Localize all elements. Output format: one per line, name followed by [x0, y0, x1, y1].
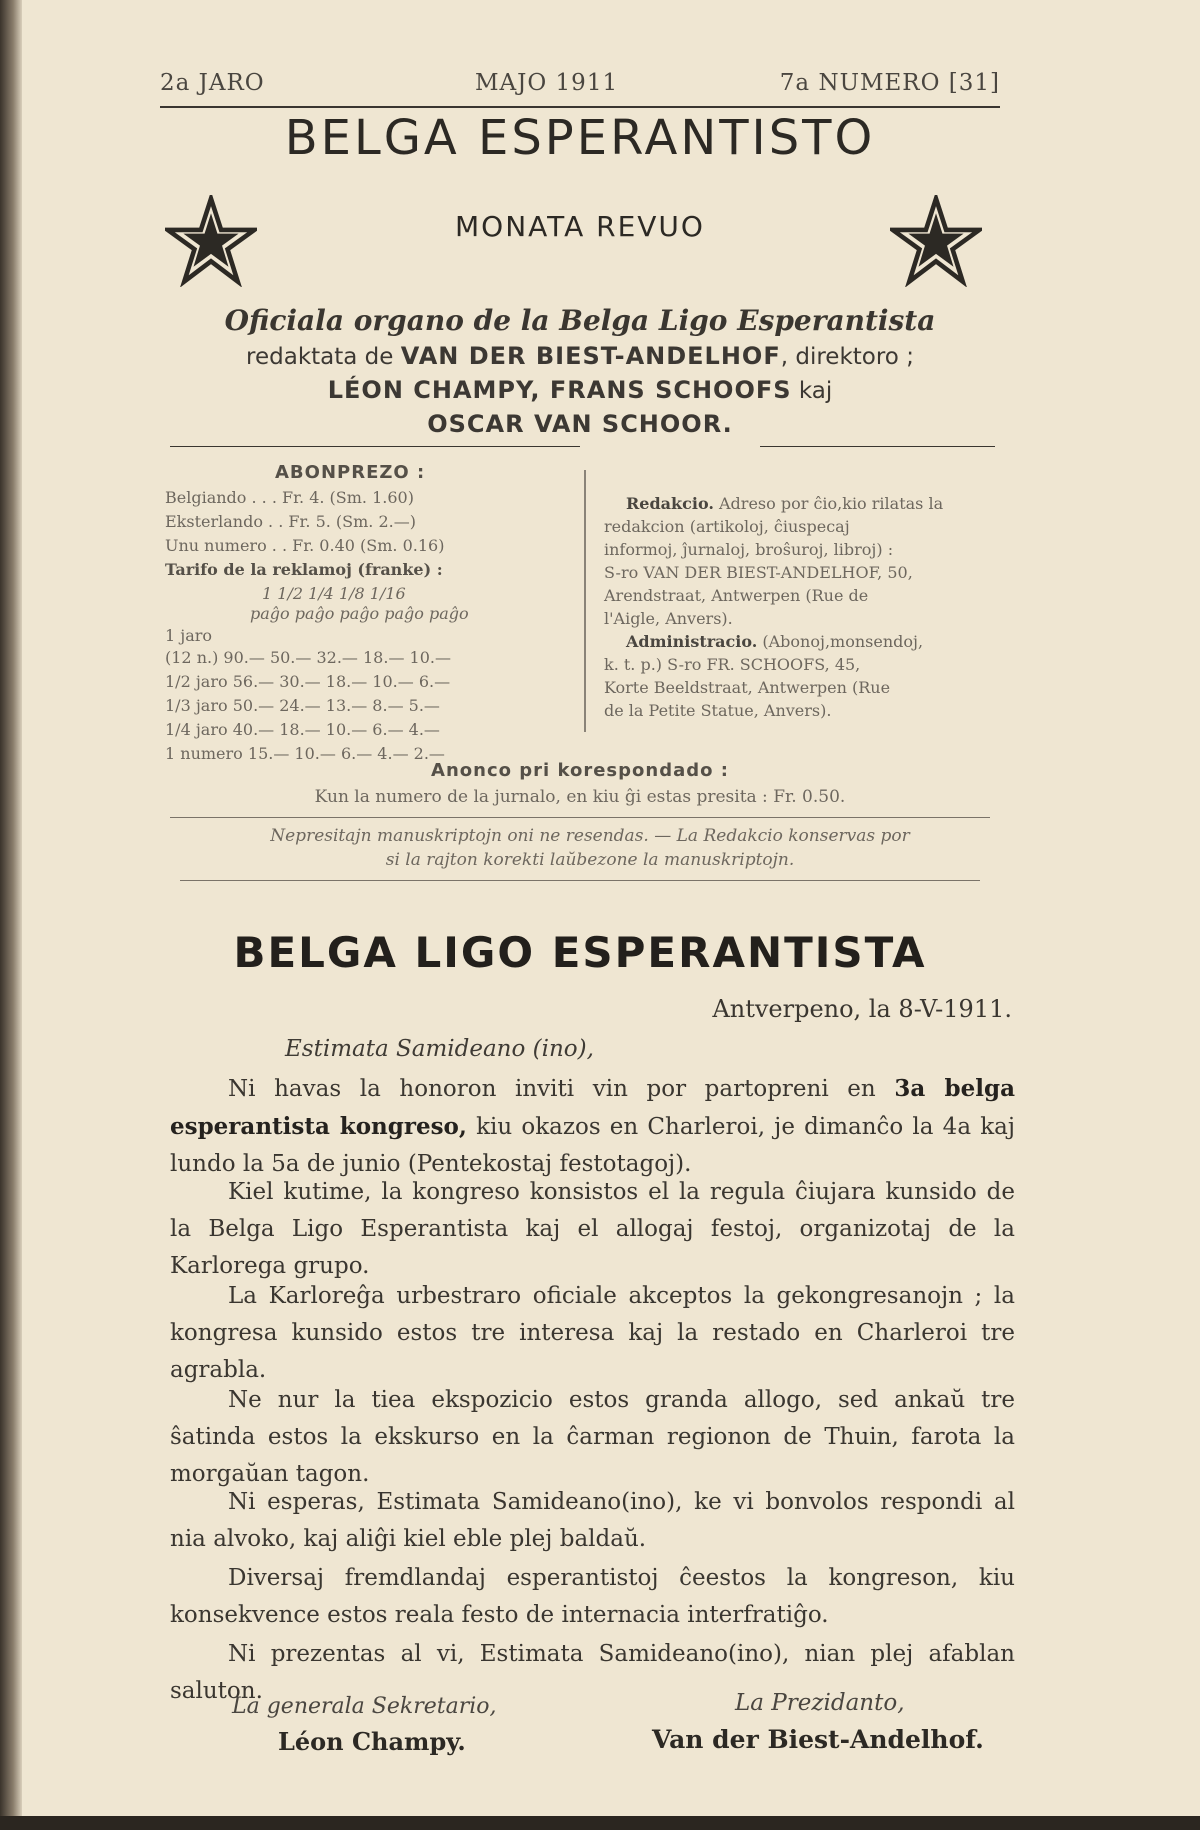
tariff-row: 1/4 jaro 40.— 18.— 10.— 6.— 4.— — [165, 720, 440, 739]
editors-line-3: OSCAR VAN SCHOOR. — [427, 410, 733, 438]
issue-header — [160, 70, 1000, 104]
paragraph: Kiel kutime, la kongreso konsistos el la regula ĉiujara kunsido de la Belga Ligo Esperantista kaj el allogaj festoj, organizotaj de la Karlorega grupo. — [170, 1179, 1015, 1279]
tariff-row: 1/2 jaro 56.— 30.— 18.— 10.— 6.— — [165, 672, 451, 691]
paragraph: La Karloreĝa urbestraro oficiale akceptos la gekongresanojn ; la kongresa kunsido estos tre interesa kaj la restado en Charleroi tre agrabla. — [170, 1283, 1015, 1383]
redakcio-line: Redakcio. Adreso por ĉio,kio rilatas la — [626, 494, 944, 513]
journal-subtitle: MONATA REVUO — [455, 210, 705, 243]
paragraph: Ni esperas, Estimata Samideano(ino), ke vi bonvolos respondi al nia alvoko, kaj aliĝi kiel eble plej baldaŭ. — [170, 1489, 1015, 1552]
star-icon — [165, 195, 257, 287]
divider — [180, 880, 980, 881]
tariff-columns-unit: paĝo paĝo paĝo paĝo paĝo — [250, 604, 469, 623]
paragraph: Diversaj fremdlandaj esperantistoj ĉeestos la kongreson, kiu konsekvence estos reala festo de internacia interfratiĝo. — [170, 1565, 1015, 1628]
issue-month: MAJO 1911 — [475, 70, 619, 96]
issue-number: 7a NUMERO [31] — [779, 70, 1000, 96]
editors-line-1: redaktata de VAN DER BIEST-ANDELHOF, direktoro ; — [246, 342, 914, 370]
subscription-row: Eksterlando . . Fr. 5. (Sm. 2.—) — [165, 512, 416, 531]
issue-year: 2a JARO — [160, 70, 265, 96]
president-title: La Prezidanto, — [735, 1690, 905, 1716]
redakcio-line: redakcion (artikoloj, ĉiuspecaj — [604, 517, 850, 536]
director-name: VAN DER BIEST-ANDELHOF — [400, 342, 781, 370]
redakcio-line: Arendstraat, Antwerpen (Rue de — [604, 586, 869, 605]
manuscript-note: si la rajton korekti laŭbezone la manuskriptojn. — [385, 850, 795, 870]
header-rule — [160, 106, 1000, 108]
redakcio-line: informoj, ĵurnaloj, broŝuroj, libroj) : — [604, 540, 894, 559]
tariff-row: 1 numero 15.— 10.— 6.— 4.— 2.— — [165, 744, 445, 763]
admin-line: k. t. p.) S-ro FR. SCHOOFS, 45, — [604, 655, 861, 674]
secretary-title: La generala Sekretario, — [232, 1694, 497, 1719]
paragraph: Ne nur la tiea ekspozicio estos granda allogo, sed ankaŭ tre ŝatinda estos la ekskurso en la ĉarman regionon de Thuin, farota la morgaŭan tagon. — [170, 1387, 1015, 1487]
tariff-row: 1/3 jaro 50.— 24.— 13.— 8.— 5.— — [165, 696, 440, 715]
letter-heading: BELGA LIGO ESPERANTISTA — [233, 928, 927, 977]
paragraph: Ni prezentas al vi, Estimata Samideano(ino), nian plej afablan saluton. — [170, 1641, 1015, 1704]
president-name: Van der Biest-Andelhof. — [652, 1725, 984, 1754]
page-bottom-edge — [0, 1816, 1200, 1830]
column-divider — [584, 470, 586, 732]
subscription-row: Belgiando . . . Fr. 4. (Sm. 1.60) — [165, 488, 414, 507]
manuscript-note: Nepresitajn manuskriptojn oni ne resendas. — La Redakcio konservas por — [270, 826, 910, 846]
paragraph: Ni havas la honoron inviti vin por partopreni en 3a belga esperantista kongreso, kiu okazos en Charleroi, je dimanĉo la 4a kaj lundo la 5a de junio (Pentekostaj festotagoj). — [170, 1075, 1015, 1177]
subscription-row: Unu numero . . Fr. 0.40 (Sm. 0.16) — [165, 536, 445, 555]
subscription-heading: ABONPREZO : — [275, 462, 426, 483]
book-spine-shadow — [0, 0, 22, 1830]
journal-title: BELGA ESPERANTISTO — [284, 110, 876, 166]
divider — [760, 446, 995, 447]
tariff-heading: Tarifo de la reklamoj (franke) : — [165, 560, 443, 579]
place-date: Antverpeno, la 8-V-1911. — [712, 995, 1012, 1023]
star-icon — [890, 195, 982, 287]
divider — [170, 817, 990, 818]
redakcio-line: l'Aigle, Anvers). — [604, 609, 733, 628]
editors-line-2: LÉON CHAMPY, FRANS SCHOOFS kaj — [327, 376, 833, 404]
admin-line: Korte Beeldstraat, Antwerpen (Rue — [604, 678, 891, 697]
tariff-columns: 1 1/2 1/4 1/8 1/16 — [262, 584, 406, 603]
ads-text: Kun la numero de la jurnalo, en kiu ĝi estas presita : Fr. 0.50. — [314, 787, 846, 807]
tariff-row: 1 jaro — [165, 626, 213, 645]
secretary-name: Léon Champy. — [278, 1727, 466, 1756]
admin-line: de la Petite Statue, Anvers). — [604, 701, 832, 720]
admin-line: Administracio. (Abonoj,monsendoj, — [626, 632, 924, 651]
official-organ-line: Oficiala organo de la Belga Ligo Esperantista — [224, 304, 936, 337]
salutation: Estimata Samideano (ino), — [285, 1036, 594, 1062]
divider — [170, 446, 580, 447]
redakcio-line: S-ro VAN DER BIEST-ANDELHOF, 50, — [604, 563, 913, 582]
ads-heading: Anonco pri korespondado : — [431, 760, 729, 781]
tariff-row: (12 n.) 90.— 50.— 32.— 18.— 10.— — [165, 648, 451, 667]
